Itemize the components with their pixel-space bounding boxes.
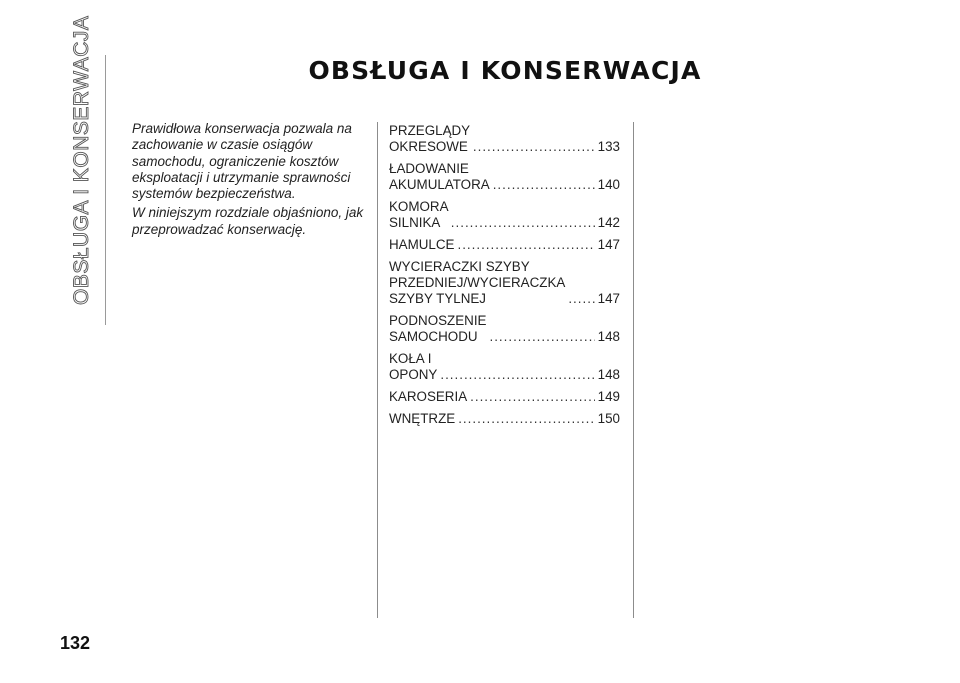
toc-entry-title: KOŁA I OPONY <box>389 351 438 382</box>
toc-entry-page: 147 <box>597 237 620 252</box>
side-chapter-title: OBSŁUGA I KONSERWACJA <box>70 15 93 305</box>
toc-entry-title: KOMORA SILNIKA <box>389 199 448 230</box>
toc-leader-dots <box>568 291 594 307</box>
toc-leader-dots <box>451 215 595 231</box>
toc-entry-page: 133 <box>597 139 620 154</box>
toc-leader-dots <box>473 139 595 155</box>
toc-entry-title: PODNOSZENIE SAMOCHODU <box>389 313 487 344</box>
page-title: OBSŁUGA I KONSERWACJA <box>308 56 702 85</box>
page-number: 132 <box>60 633 91 653</box>
toc-leader-dots <box>457 237 594 253</box>
toc-entry-title: ŁADOWANIE AKUMULATORA <box>389 161 490 192</box>
toc-entry-page: 149 <box>597 389 620 404</box>
toc-entry-title: KAROSERIA <box>389 389 468 404</box>
toc-entry-page: 142 <box>597 215 620 230</box>
toc-entry-wycieraczki[interactable] <box>389 259 620 307</box>
toc-entry-page: 150 <box>597 411 620 426</box>
toc-entry-page: 148 <box>597 329 620 344</box>
toc-entry-page: 140 <box>597 177 620 192</box>
toc-entry-komora[interactable] <box>389 199 620 231</box>
toc-entry-hamulce[interactable] <box>389 237 620 253</box>
side-divider <box>105 55 106 325</box>
toc-leader-dots <box>458 411 594 427</box>
toc-entry-podnoszenie[interactable] <box>389 313 620 345</box>
toc-entry-title: PRZEGLĄDY OKRESOWE <box>389 123 470 154</box>
toc-entry-przeglady[interactable] <box>389 123 620 155</box>
intro-paragraph: W niniejszym rozdziale objaśniono, jak przeprowadzać konserwację. <box>132 205 364 237</box>
toc-leader-dots <box>489 329 594 345</box>
toc-entry-page: 147 <box>597 291 620 306</box>
column-divider-right <box>633 122 634 618</box>
toc-entry-wnetrze[interactable] <box>389 411 620 427</box>
toc-entry-title: WYCIERACZKI SZYBY PRZEDNIEJ/WYCIERACZKA SZYBY TYLNEJ <box>389 259 566 306</box>
toc-leader-dots <box>470 389 595 405</box>
toc-leader-dots <box>440 367 594 383</box>
column-divider-left <box>377 122 378 618</box>
intro-paragraph: Prawidłowa konserwacja pozwala na zachowanie w czasie osiągów samochodu, ograniczenie kosztów eksploatacji i utrzymanie sprawności systemów bezpieczeństwa. <box>132 121 352 202</box>
toc-entry-ladowanie[interactable] <box>389 161 620 193</box>
toc-leader-dots <box>493 177 595 193</box>
table-of-contents <box>389 123 620 433</box>
toc-entry-karoseria[interactable] <box>389 389 620 405</box>
toc-entry-page: 148 <box>597 367 620 382</box>
toc-entry-title: HAMULCE <box>389 237 455 252</box>
toc-entry-title: WNĘTRZE <box>389 411 456 426</box>
toc-entry-kola[interactable] <box>389 351 620 383</box>
intro-text <box>132 121 364 241</box>
